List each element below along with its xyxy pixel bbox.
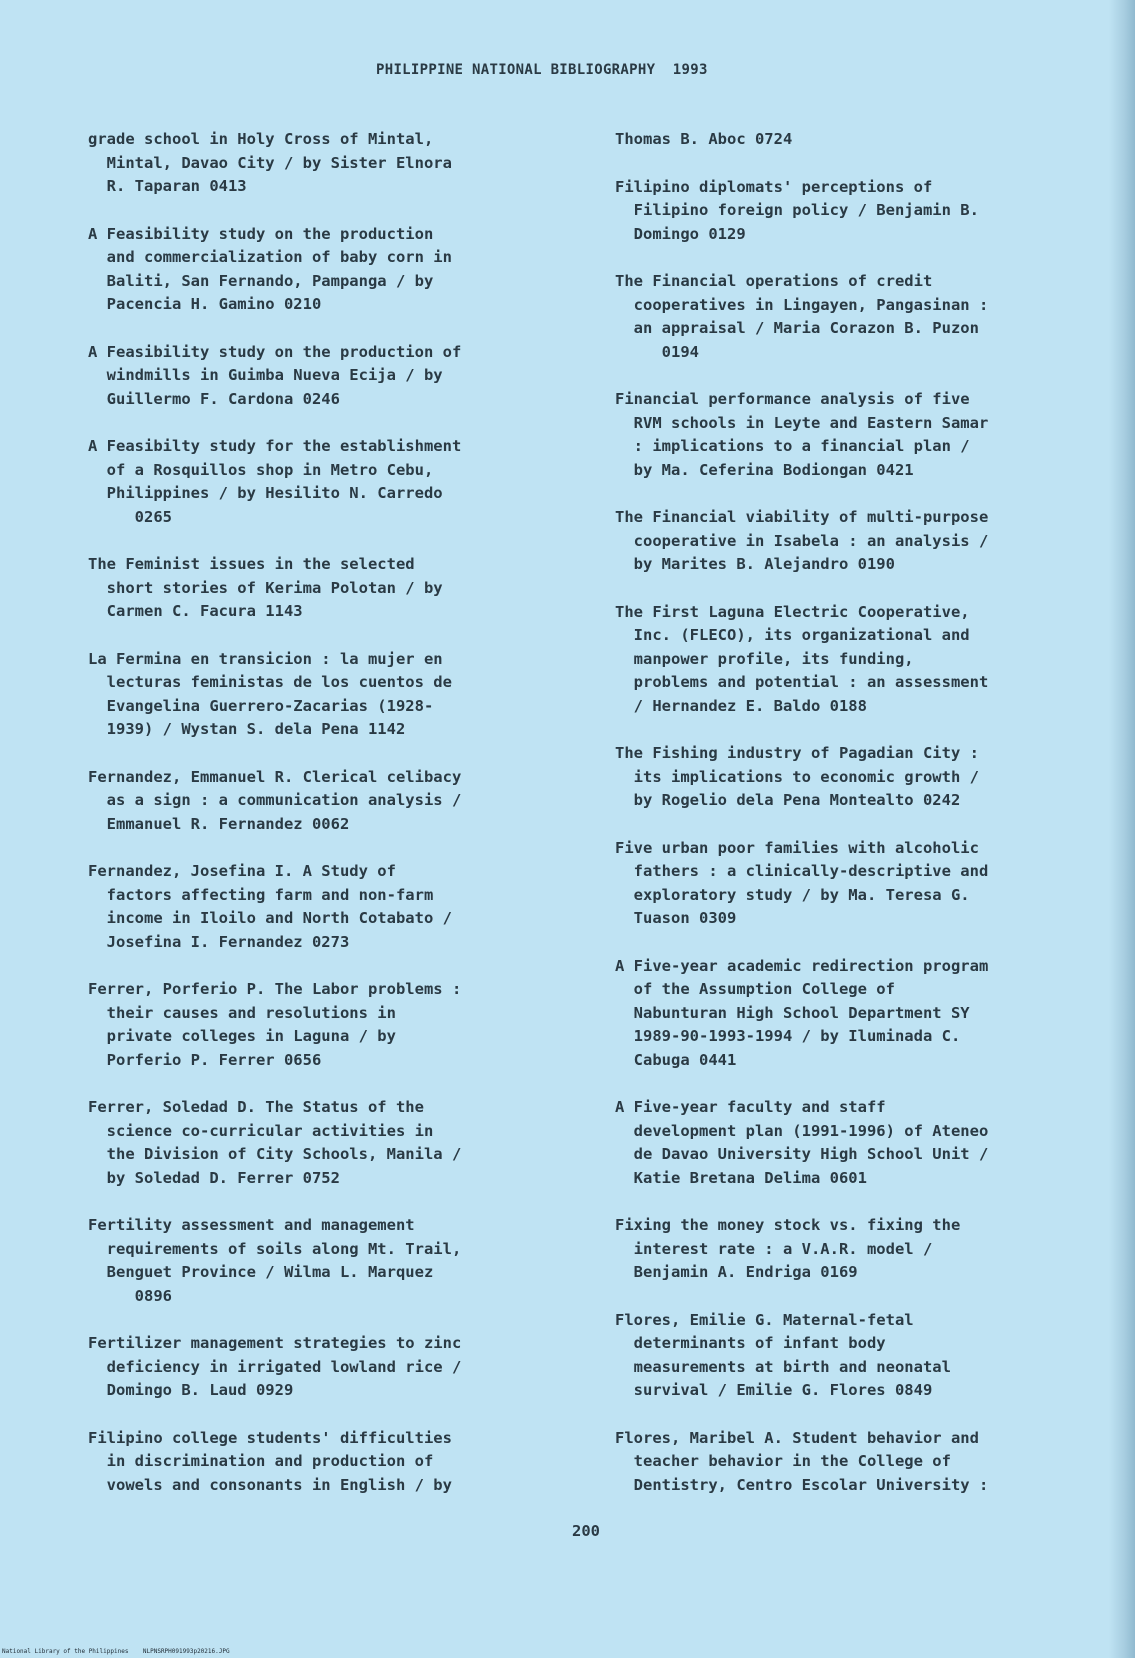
bibliography-entry: Fertility assessment and management requirements of soils along Mt. Trail, Benguet Province / Wilma L. Marquez 0896 [88,1216,462,1305]
bibliography-entry: A Five-year academic redirection program of the Assumption College of Nabunturan High School Department SY 1989-90-1993-1994 / by Iluminada C. Cabuga 0441 [615,956,989,1069]
bibliography-entry: Filipino college students' difficulties in discrimination and production of vowels and consonants in English / by [88,1428,452,1494]
header-title: PHILIPPINE NATIONAL BIBLIOGRAPHY [376,62,656,78]
bibliography-entry: Filipino diplomats' perceptions of Filipino foreign policy / Benjamin B. Domingo 0129 [615,177,979,243]
bibliography-entry: Fernandez, Emmanuel R. Clerical celibacy as a sign : a communication analysis / Emmanuel R. Fernandez 0062 [88,767,462,833]
bibliography-entry: A Feasibility study on the production of windmills in Guimba Nueva Ecija / by Guillermo F. Cardona 0246 [88,342,462,408]
bibliography-entry: The First Laguna Electric Cooperative, Inc. (FLECO), its organizational and manpower profile, its funding, problems and potential : an assessment / Hernandez E. Baldo 0188 [615,602,989,715]
right-column [615,128,1105,1521]
page-number: 200 [572,1522,600,1540]
bibliography-entry: A Feasibilty study for the establishment of a Rosquillos shop in Metro Cebu, Philippines / by Hesilito N. Carredo 0265 [88,437,462,526]
bibliography-entry: Ferrer, Soledad D. The Status of the science co-curricular activities in the Division of City Schools, Manila / by Soledad D. Ferrer 0752 [88,1098,462,1187]
bibliography-entry: Fixing the money stock vs. fixing the interest rate : a V.A.R. model / Benjamin A. Endriga 0169 [615,1216,961,1281]
page-header [376,62,708,78]
bibliography-entry: Ferrer, Porferio P. The Labor problems : their causes and resolutions in private colleges in Laguna / by Porferio P. Ferrer 0656 [88,980,462,1069]
bibliography-entry: The Financial viability of multi-purpose cooperative in Isabela : an analysis / by Marites B. Alejandro 0190 [615,508,989,573]
bibliography-entry: A Feasibility study on the production and commercialization of baby corn in Baliti, San Fernando, Pampanga / by Pacencia H. Gamino 0210 [88,224,452,313]
bibliography-entry: Five urban poor families with alcoholic fathers : a clinically-descriptive and exploratory study / by Ma. Teresa G. Tuason 0309 [615,838,989,927]
bibliography-entry: Financial performance analysis of five RVM schools in Leyte and Eastern Samar : implications to a financial plan / by Ma. Ceferina Bodiongan 0421 [615,390,989,479]
bibliography-entry: Flores, Maribel A. Student behavior and teacher behavior in the College of Dentistry, Centro Escolar University : [615,1428,989,1494]
bibliography-entry: Fernandez, Josefina I. A Study of factors affecting farm and non-farm income in Iloilo and North Cotabato / Josefina I. Fernandez 0273 [88,862,452,951]
bibliography-entry: The Financial operations of credit cooperatives in Lingayen, Pangasinan : an appraisal / Maria Corazon B. Puzon 0194 [615,272,989,361]
bibliography-entry: grade school in Holy Cross of Mintal, Mintal, Davao City / by Sister Elnora R. Taparan 0413 [88,130,452,195]
page-edge-shadow [1109,0,1135,1658]
header-year: 1993 [672,62,708,78]
bibliography-entry: The Fishing industry of Pagadian City : its implications to economic growth / by Rogelio dela Pena Montealto 0242 [615,744,979,809]
scan-credit: National Library of the Philippines NLPNSRPH091993p20216.JPG [2,1648,230,1655]
bibliography-entry: The Feminist issues in the selected short stories of Kerima Polotan / by Carmen C. Facura 1143 [88,555,443,620]
bibliography-entry: Thomas B. Aboc 0724 [615,130,793,148]
bibliography-entry: Flores, Emilie G. Maternal-fetal determinants of infant body measurements at birth and neonatal survival / Emilie G. Flores 0849 [615,1310,951,1399]
bibliography-entry: Fertilizer management strategies to zinc deficiency in irrigated lowland rice / Domingo B. Laud 0929 [88,1334,462,1399]
left-column [88,128,578,1521]
bibliography-entry: A Five-year faculty and staff development plan (1991-1996) of Ateneo de Davao University High School Unit / Katie Bretana Delima 0601 [615,1098,989,1187]
bibliography-entry: La Fermina en transicion : la mujer en lecturas feministas de los cuentos de Evangelina Guerrero-Zacarias (1928- 1939) / Wystan S. dela Pena 1142 [88,649,452,738]
